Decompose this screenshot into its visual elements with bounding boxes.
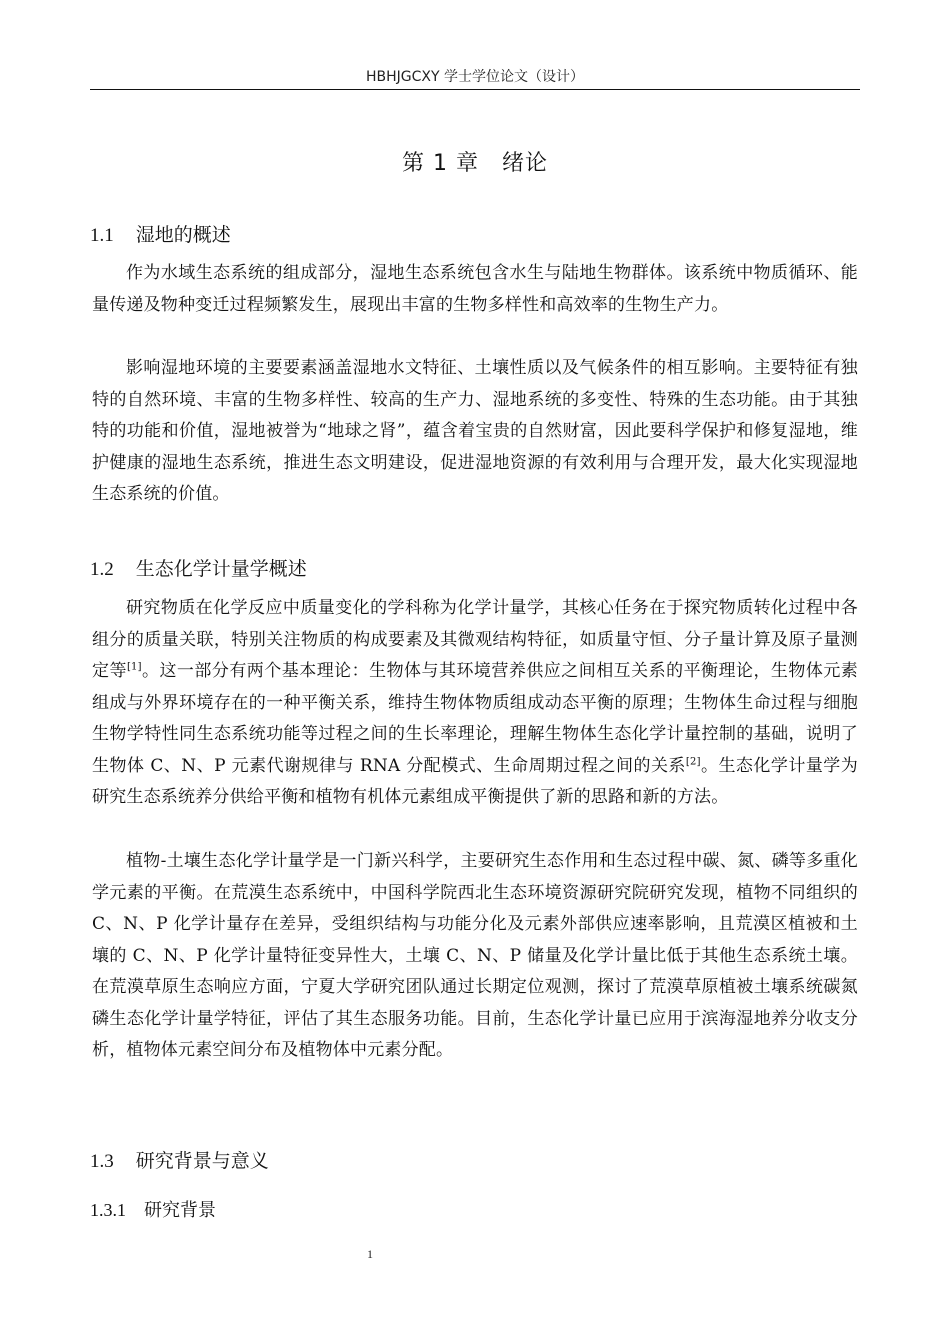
citation-ref[interactable]: [1] (126, 661, 142, 673)
section-title: 研究背景与意义 (135, 1150, 269, 1172)
section-title: 湿地的概述 (135, 224, 231, 246)
paragraph (92, 593, 858, 814)
paragraph-text: 。生态化学计量学为研究生态系统养分供给平衡和植物有机体元素组成平衡提供了新的思路和新的方法。 (92, 755, 858, 807)
chapter-title: 第 1 章 绪论 (402, 151, 548, 176)
section-title: 生态化学计量学概述 (135, 558, 307, 580)
paragraph-text: 研究物质在化学反应中质量变化的学科称为化学计量学，其核心任务在于探究物质转化过程中各组分的质量关联，特别关注物质的构成要素及其微观结构特征，如质量守恒、分子量计算及原子量测定等 (92, 598, 858, 681)
paragraph: 影响湿地环境的主要要素涵盖湿地水文特征、土壤性质以及气候条件的相互影响。主要特征有独特的自然环境、丰富的生物多样性、较高的生产力、湿地系统的多变性、特殊的生态功能。由于其独特的功能和价值，湿地被誉为“地球之肾”，蕴含着宝贵的自然财富，因此要科学保护和修复湿地，维护健康的湿地生态系统，推进生态文明建设，促进湿地资源的有效利用与合理开发，最大化实现湿地生态系统的价值。 (92, 358, 858, 504)
paragraph: 植物-土壤生态化学计量学是一门新兴科学，主要研究生态作用和生态过程中碳、氮、磷等多重化学元素的平衡。在荒漠生态系统中，中国科学院西北生态环境资源研究院研究发现，植物不同组织的 C、N、P 化学计量存在差异，受组织结构与功能分化及元素外部供应速率影响，且荒漠区植被和土壤的 C、N、P 化学计量特征变异性大，土壤 C、N、P 储量及化学计量比低于其他生态系统土壤。在荒漠草原生态响应方面，宁夏大学研究团队通过长期定位观测，探讨了荒漠草原植被土壤系统碳氮磷生态化学计量学特征，评估了其生态服务功能。目前，生态化学计量已应用于滨海湿地养分收支分析，植物体元素空间分布及植物体中元素分配。 (92, 851, 858, 1060)
citation-ref[interactable]: [2] (685, 755, 701, 767)
section-number: 1.1 (90, 225, 114, 246)
section-heading-1-3 (90, 1146, 269, 1173)
section-number: 1.2 (90, 559, 114, 580)
page-number: 1 (367, 1247, 373, 1261)
subsection-heading-1-3-1 (90, 1196, 216, 1222)
section-heading-1-2 (90, 554, 307, 581)
paragraph: 作为水域生态系统的组成部分，湿地生态系统包含水生与陆地生物群体。该系统中物质循环、能量传递及物种变迁过程频繁发生，展现出丰富的生物多样性和高效率的生物生产力。 (92, 263, 858, 315)
section-heading-1-1 (90, 220, 231, 247)
subsection-number: 1.3.1 (90, 1200, 126, 1220)
paragraph-text: 。这一部分有两个基本理论：生物体与其环境营养供应之间相互关系的平衡理论，生物体元素组成与外界环境存在的一种平衡关系，维持生物体物质组成动态平衡的原理；生物体生命过程与细胞生物学特性同生态系统功能等过程之间的生长率理论，理解生物体生态化学计量控制的基础，说明了生物体 C、N、P 元素代谢规律与 RNA 分配模式、生命周期过程之间的关系 (92, 661, 859, 776)
section-number: 1.3 (90, 1151, 114, 1172)
running-header: HBHJGCXY 学士学位论文（设计） (365, 69, 584, 85)
subsection-title: 研究背景 (144, 1200, 216, 1221)
header-rule (90, 89, 860, 90)
